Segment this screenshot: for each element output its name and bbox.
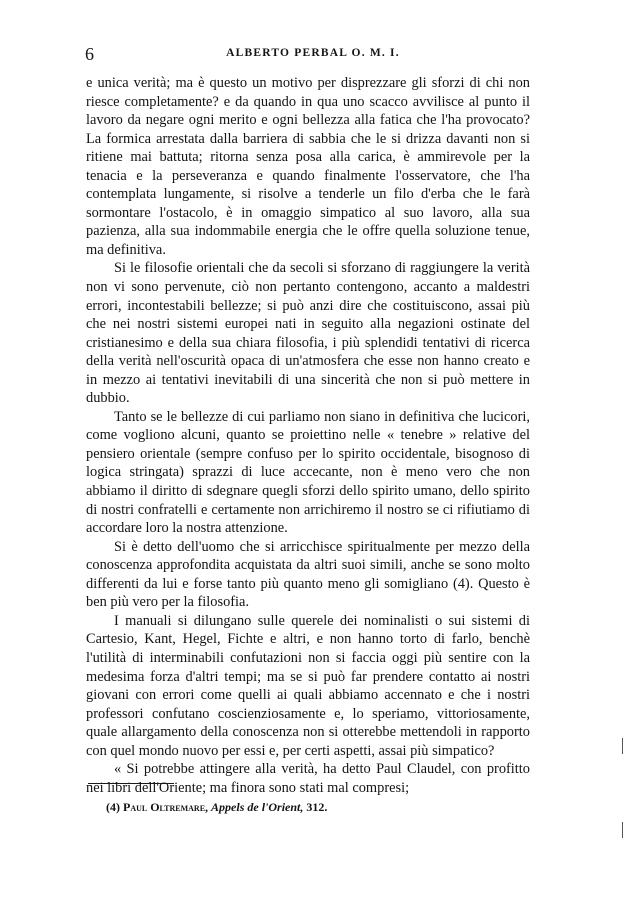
paragraph: Tanto se le bellezze di cui parliamo non siano in definitiva che lucicori, come vogliono alcuni, quanto se proiettino nelle « tenebre » relative del pensiero orientale (sempre confuso per lo spirito occidentale, bisognoso di logica stringata) sprazzi di luce accecante, non è meno vero che non abbiamo il diritto di sdegnare quegli sforzi dello spirito umano, dello spirito di nostri confratelli e certamente non arrichiremo il nostro se ci rifiutiamo di accordare loro la nostra attenzione. bbox=[86, 408, 530, 537]
footnote-page: 312. bbox=[306, 800, 328, 814]
page-number: 6 bbox=[85, 44, 94, 64]
body-text bbox=[86, 74, 530, 797]
footnote-rule bbox=[88, 783, 174, 784]
scan-mark bbox=[622, 738, 623, 754]
footnote bbox=[106, 800, 327, 815]
paragraph: e unica verità; ma è questo un motivo per disprezzare gli sforzi di chi non riesce completamente? e da quando in qua uno scacco avvilisce al punto il lavoro da negare ogni merito e ogni bellezza alla fatica che l'ha provocato? La formica arrestata dalla barriera di sabbia che le si drizza davanti non si ritiene mai battuta; ritorna senza posa alla carica, è ammirevole per la tenacia e la perseveranza e quando finalmente l'osservatore, che l'ha contemplata lungamente, si risolve a tenderle un filo d'erba che le farà sormontare l'ostacolo, è in omaggio simpatico al suo lavoro, alla sua pazienza, alla sua indommabile energia che le offre quella soluzione tenue, ma definitiva. bbox=[86, 75, 530, 258]
paragraph: Si è detto dell'uomo che si arricchisce spiritualmente per mezzo della conoscenza approfondita acquistata da altri suoi simili, anche se sono molto differenti da lui e forse tanto più quanto meno gli somigliano (4). Questo è ben più vero per la filosofia. bbox=[86, 538, 530, 611]
running-head: ALBERTO PERBAL O. M. I. bbox=[226, 47, 400, 59]
paragraph: I manuali si dilungano sulle querele dei nominalisti o sui sistemi di Cartesio, Kant, Hegel, Fichte e altri, e non hanno torto di farlo, benchè l'utilità di interminabili confutazioni non si faccia oggi più sentire con la medesima forza d'altri tempi; ma se si può far prendere contatto ai nostri giovani con errori come quelli ai quali abbiamo accennato e che i nostri professori confutano coscienziosamente e, lo speriamo, vittoriosamente, quale allargamento della conoscenza non si otterebbe mettendoli in rapporto con quel mondo nuovo per essi e, per certi aspetti, assai più simpatico? bbox=[86, 612, 530, 759]
footnote-title: Appels de l'Orient, bbox=[211, 800, 304, 814]
paragraph: « Si potrebbe attingere alla verità, ha detto Paul Claudel, con profitto nei libri dell'Oriente; ma finora sono stati mal compresi; bbox=[86, 761, 530, 796]
footnote-author: Paul Oltremare, bbox=[123, 800, 209, 814]
footnote-marker: (4) bbox=[106, 800, 120, 814]
scan-mark bbox=[622, 822, 623, 838]
paragraph: Si le filosofie orientali che da secoli si sforzano di raggiungere la verità non vi sono pervenute, ciò non pertanto contengono, accanto a maldestri errori, incontestabili bellezze; si può anzi dire che costituiscono, assai più che nei nostri sistemi europei nati in seguito alla negazioni ostinate del cristianesimo e della sua chiara filosofia, i più splendidi tentativi di ricerca della verità nell'oscurità opaca di un'atmosfera che esse non hanno creato e in mezzo ai tentativi inevitabili di una sincerità che non si può mettere in dubbio. bbox=[86, 260, 530, 407]
